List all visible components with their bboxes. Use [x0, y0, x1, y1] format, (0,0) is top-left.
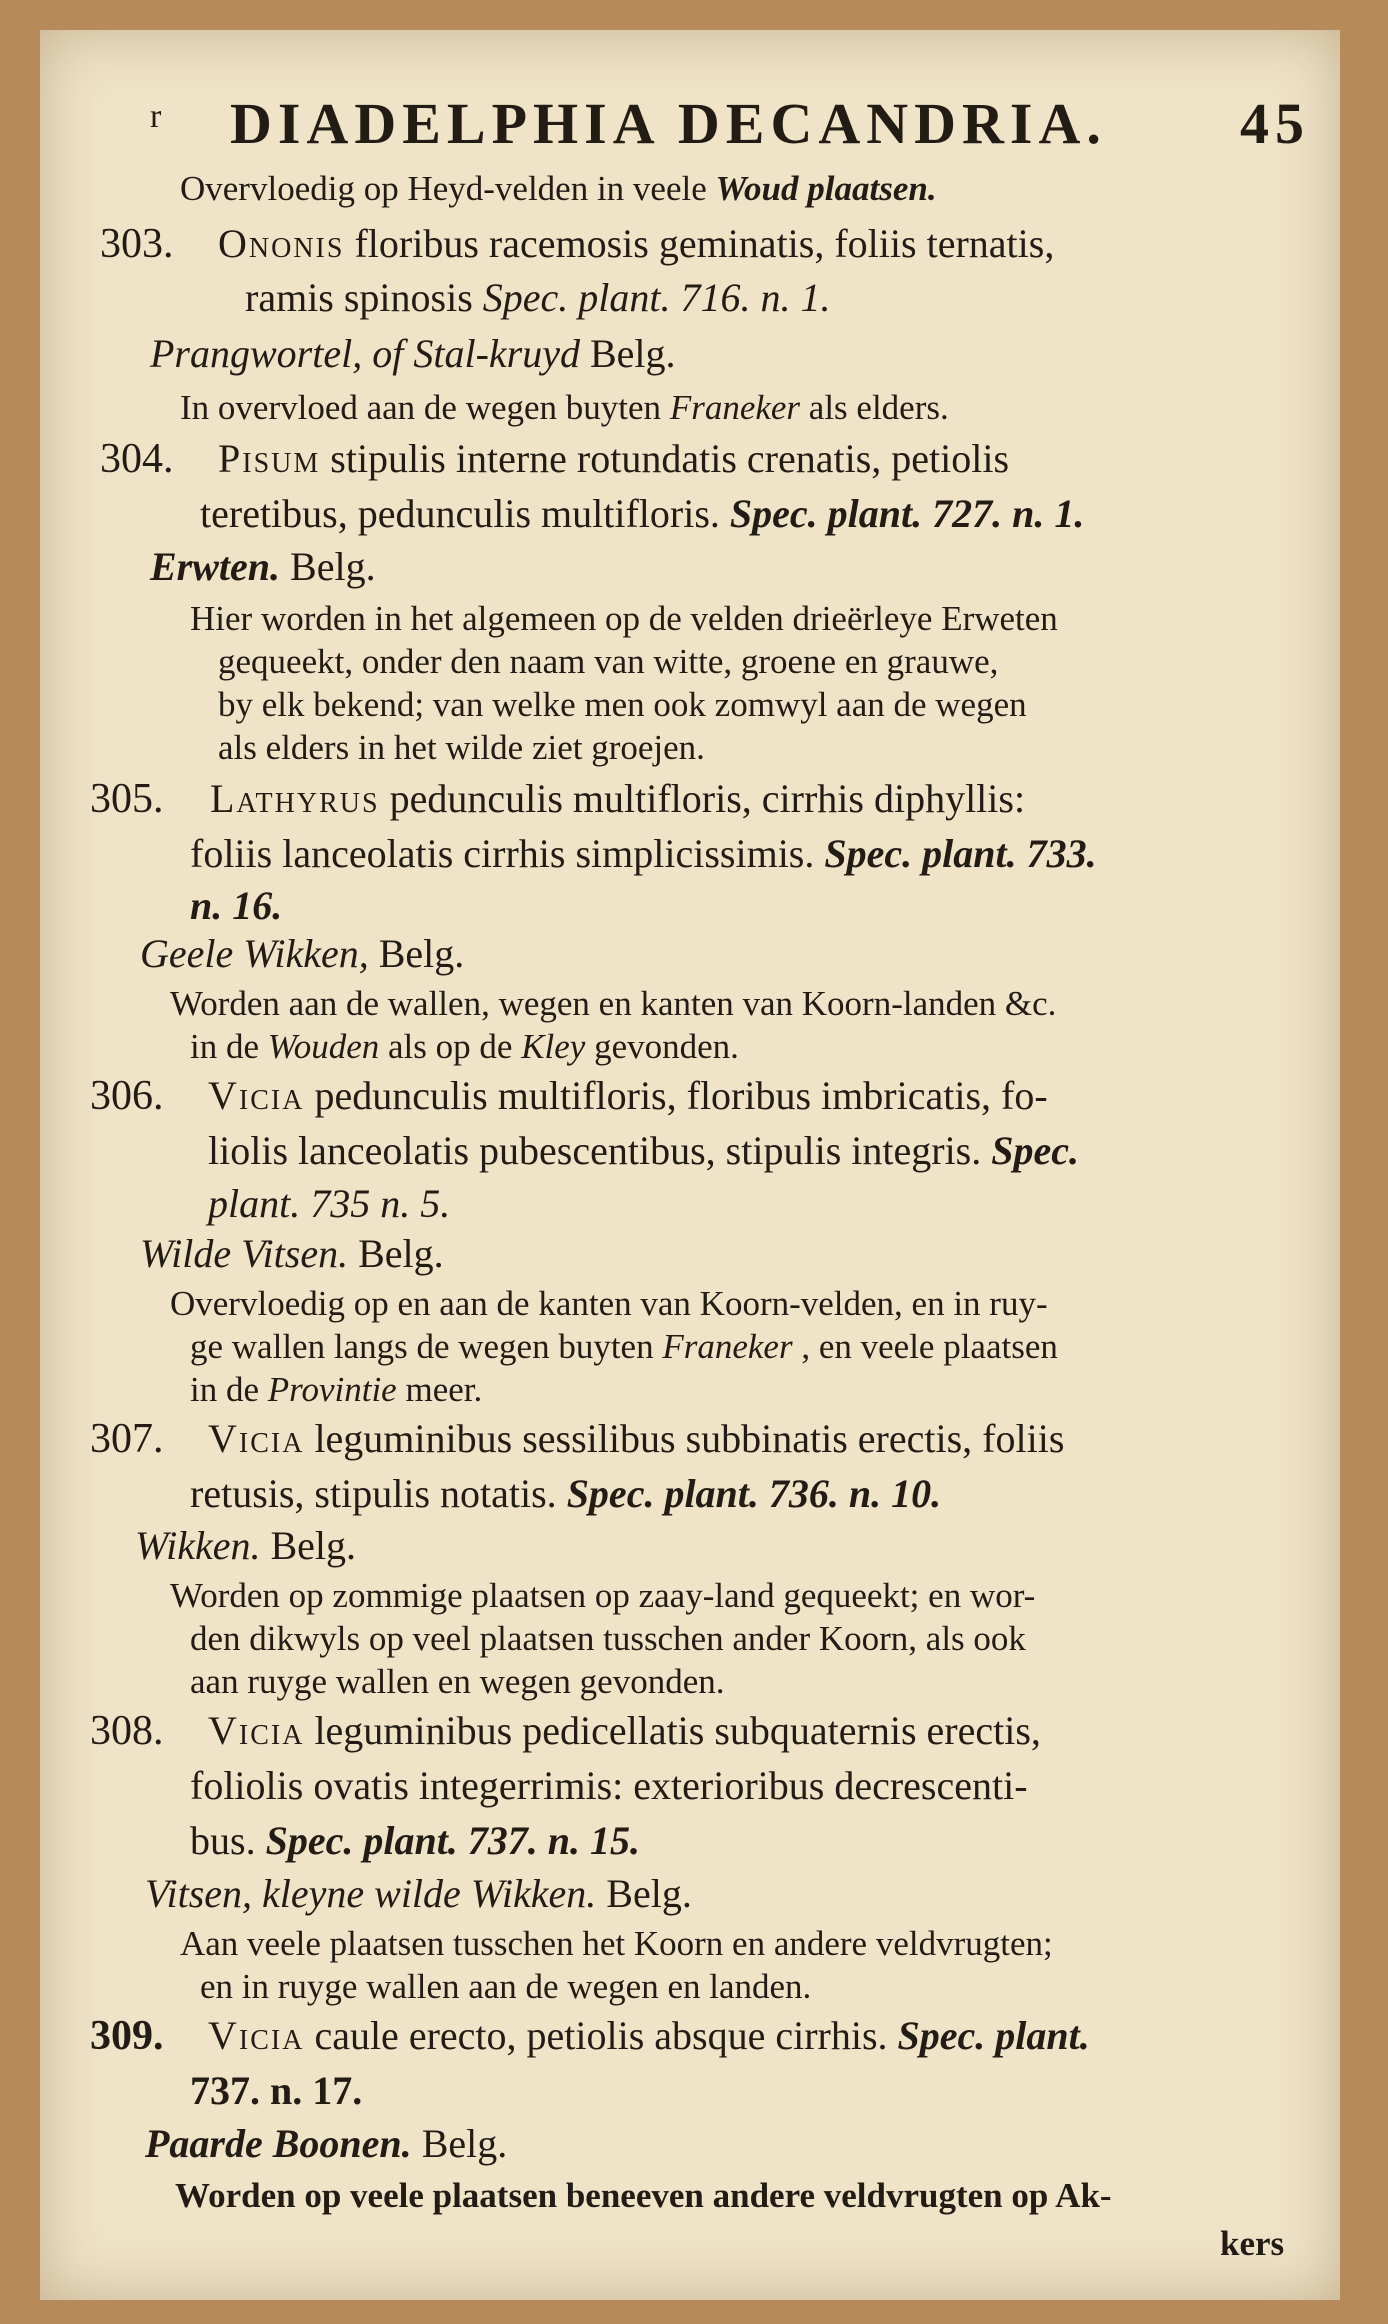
language-tag: Belg. [290, 544, 376, 589]
page-header [150, 80, 1310, 170]
genus-name: Vicia [208, 2013, 305, 2058]
note-text: ge wallen langs de wegen buyten [190, 1327, 654, 1366]
entry-line-1 [208, 1707, 1041, 1755]
vernacular-line [140, 1230, 444, 1278]
note-line: Aan veele plaatsen tusschen het Koorn en andere veldvrugten; [180, 1924, 1053, 1963]
language-tag: Belg. [378, 931, 465, 976]
catchword: kers [1220, 2224, 1285, 2263]
running-title: DIADELPHIA DECANDRIA. [230, 91, 1107, 156]
entry-number: 309. [90, 2013, 164, 2059]
entry-line-3 [190, 1817, 640, 1865]
entry-number: 303. [100, 221, 174, 267]
note-line [190, 1023, 739, 1071]
note-text: , en veele plaatsen [801, 1327, 1058, 1366]
vernacular-name: Wikken. [135, 1523, 261, 1568]
diagnosis-text: floribus racemosis geminatis, foliis ternatis, [354, 221, 1055, 266]
entry-line-1 [210, 775, 1025, 823]
intro-text: Overvloedig op Heyd-velden in veele [180, 169, 707, 208]
header-mark: r [150, 98, 168, 135]
language-tag: Belg. [270, 1523, 357, 1568]
species-reference: n. 16. [190, 883, 283, 928]
entry-number: 306. [90, 1073, 164, 1119]
note-text: als op de [388, 1027, 513, 1066]
diagnosis-text: leguminibus pedicellatis subquaternis erectis, [314, 1708, 1041, 1753]
note-line: en in ruyge wallen aan de wegen en landen. [200, 1967, 812, 2006]
place-name: Kley [521, 1027, 586, 1066]
entry-line-1 [208, 1415, 1064, 1463]
entry-line-1 [208, 1072, 1048, 1120]
diagnosis-text: bus. [190, 1818, 256, 1863]
vernacular-name: Paarde Boonen. [145, 2121, 412, 2166]
language-tag: Belg. [589, 331, 676, 376]
entry-number: 304. [100, 436, 174, 482]
intro-line [180, 165, 937, 213]
note-line: Worden op zommige plaatsen op zaay-land gequeekt; en wor- [170, 1576, 1036, 1615]
diagnosis-text: caule erecto, petiolis absque cirrhis. [314, 2013, 888, 2058]
entry-line-2 [245, 274, 831, 322]
genus-name: Vicia [208, 1416, 305, 1461]
vernacular-line [145, 1870, 692, 1918]
vernacular-name: Vitsen, kleyne wilde Wikken. [145, 1871, 597, 1916]
note-line: Worden aan de wallen, wegen en kanten van Koorn-landen &c. [170, 984, 1057, 1023]
species-reference: Spec. plant. 716. n. 1. [482, 275, 831, 320]
entry-line-2 [190, 1470, 941, 1518]
note-line: den dikwyls op veel plaatsen tusschen ander Koorn, als ook [190, 1619, 1026, 1658]
entry-line-1 [208, 2012, 1090, 2060]
note-text: gevonden. [594, 1027, 739, 1066]
diagnosis-text: pedunculis multifloris, cirrhis diphyllis: [389, 776, 1026, 821]
vernacular-name: Geele Wikken, [140, 931, 369, 976]
language-tag: Belg. [421, 2121, 508, 2166]
entry-line-2: foliolis ovatis integerrimis: exterioribus decrescenti- [190, 1763, 1028, 1808]
vernacular-line [140, 930, 464, 978]
entry-line-1 [218, 220, 1054, 268]
note-line: gequeekt, onder den naam van witte, groene en grauwe, [218, 642, 999, 681]
diagnosis-text: pedunculis multifloris, floribus imbricatis, fo- [314, 1073, 1048, 1118]
note-text: In overvloed aan de wegen buyten [180, 388, 662, 427]
entry-line-2 [208, 1127, 1079, 1175]
entry-number: 305. [90, 776, 164, 822]
note-line: als elders in het wilde ziet groejen. [218, 728, 705, 767]
note-text: in de [190, 1370, 260, 1409]
language-tag: Belg. [606, 1871, 692, 1916]
page-number: 45 [1240, 91, 1310, 156]
species-reference: Spec. plant. 736. n. 10. [566, 1471, 942, 1516]
entry-line-1 [218, 435, 1009, 483]
note-line: aan ruyge wallen en wegen gevonden. [190, 1662, 725, 1701]
diagnosis-text: retusis, stipulis notatis. [190, 1471, 557, 1516]
diagnosis-text: liolis lanceolatis pubescentibus, stipulis integris. [208, 1128, 982, 1173]
genus-name: Vicia [208, 1073, 305, 1118]
note-line: by elk bekend; van welke men ook zomwyl aan de wegen [218, 685, 1027, 724]
entry-line-2 [200, 490, 1084, 538]
note-line [180, 384, 949, 432]
vernacular-line [150, 330, 676, 378]
book-page [40, 30, 1340, 2300]
entry-number: 308. [90, 1708, 164, 1754]
note-line [190, 1323, 1058, 1371]
diagnosis-text: leguminibus sessilibus subbinatis erectis, foliis [314, 1416, 1065, 1461]
diagnosis-text: foliis lanceolatis cirrhis simplicissimis. [190, 831, 815, 876]
place-name: Franeker [669, 388, 801, 427]
place-name: Provintie [267, 1370, 397, 1409]
note-line: Overvloedig op en aan de kanten van Koorn-velden, en in ruy- [170, 1284, 1048, 1323]
species-reference: Spec. plant. [897, 2013, 1090, 2058]
species-reference: 737. n. 17. [190, 2068, 363, 2113]
note-text: meer. [405, 1370, 483, 1409]
genus-name: Ononis [218, 221, 345, 266]
place-name: Franeker [662, 1327, 793, 1366]
place-name: Wouden [267, 1027, 380, 1066]
diagnosis-text: teretibus, pedunculis multifloris. [200, 491, 720, 536]
note-line: Worden op veele plaatsen beneeven andere veldvrugten op Ak- [175, 2176, 1112, 2215]
note-text: als elders. [808, 388, 949, 427]
entry-number: 307. [90, 1416, 164, 1462]
genus-name: Vicia [208, 1708, 305, 1753]
entry-line-2 [190, 830, 1097, 878]
intro-italic: Woud plaatsen. [715, 169, 937, 208]
vernacular-line [145, 2120, 507, 2168]
genus-name: Lathyrus [210, 776, 380, 821]
vernacular-name: Prangwortel, of Stal-kruyd [150, 331, 580, 376]
genus-name: Pisum [218, 436, 321, 481]
note-line [190, 1366, 482, 1414]
species-reference: Spec. plant. 733. [824, 831, 1097, 876]
vernacular-name: Wilde Vitsen. [140, 1231, 349, 1276]
species-reference: Spec. [991, 1128, 1080, 1173]
vernacular-name: Erwten. [150, 544, 281, 589]
note-line: Hier worden in het algemeen op de velden drieërleye Erweten [190, 599, 1058, 638]
language-tag: Belg. [358, 1231, 444, 1276]
diagnosis-text: ramis spinosis [245, 275, 473, 320]
vernacular-line [150, 543, 376, 591]
species-reference: plant. 735 n. 5. [208, 1181, 451, 1226]
diagnosis-text: stipulis interne rotundatis crenatis, petiolis [330, 436, 1010, 481]
species-reference: Spec. plant. 737. n. 15. [265, 1818, 641, 1863]
species-reference: Spec. plant. 727. n. 1. [729, 491, 1085, 536]
note-text: in de [190, 1027, 260, 1066]
vernacular-line [135, 1522, 356, 1570]
